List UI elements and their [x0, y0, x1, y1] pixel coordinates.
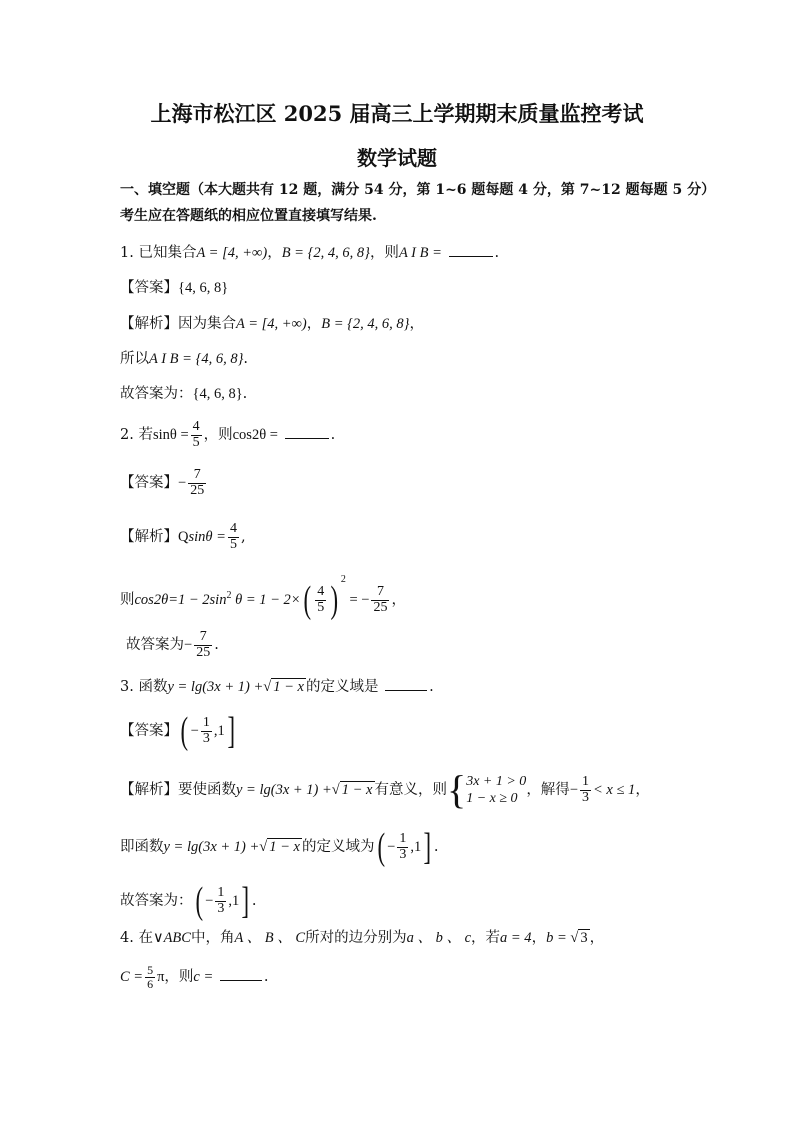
q2-then-expr-c: = − [345, 592, 370, 608]
q3-ana-text-d: ， [635, 782, 650, 798]
q4-b-radicand: 3 [580, 930, 588, 946]
q3-ana-radicand: 1 − x [341, 782, 373, 798]
q1-final-text: 故答案为： [120, 386, 193, 402]
q2-final-den: 25 [196, 644, 211, 660]
q3-ji-end: . [433, 839, 439, 855]
q1-final [120, 386, 247, 403]
q2-final-text: 故答案为 [126, 637, 184, 654]
q2-frac-num: 4 [192, 419, 200, 434]
analysis-label: 【解析】 [120, 782, 178, 798]
q1-answer [120, 280, 228, 297]
q3-system [447, 767, 527, 812]
exam-subtitle: 数学试题 [357, 146, 437, 170]
q2-then-expr-b: θ = 1 − 2× [231, 592, 301, 608]
q3-ans-frac [201, 716, 212, 746]
q2-right-paren: ) [330, 579, 339, 621]
q2-sup2: 2 [226, 590, 232, 602]
q1-so-text: 所以 [120, 351, 149, 367]
q4-c-num: 5 [147, 963, 154, 977]
q3-brace: { [447, 767, 467, 812]
q3-text-a: 函数 [138, 679, 168, 695]
q3-ji-frac [397, 832, 408, 862]
q1-setB: B = {2, 4, 6, 8} [281, 245, 370, 261]
q3-ji [120, 828, 438, 866]
q1-final-expr: {4, 6, 8} [192, 386, 243, 402]
q1-text-b: ，则 [369, 245, 399, 261]
q1-comma: ， [267, 245, 282, 261]
q4-c-frac [145, 964, 155, 990]
q2-then-den2: 25 [373, 599, 388, 615]
q3-system-rows [466, 773, 526, 808]
q3-stem: 3. 函数y = lg(3x + 1) +√ 1 − x 的定义域是 . [120, 679, 434, 695]
q3-ji-minus: − [387, 839, 396, 855]
q3-sys2: 1 − x ≥ 0 [466, 791, 518, 806]
q2-then-frac [315, 585, 326, 615]
q3-final-num: 1 [217, 884, 225, 900]
q1-analysis-comma: ， [306, 316, 322, 332]
q2-frac [191, 420, 202, 450]
q3-ji-func: y = lg(3x + 1) + [163, 839, 260, 855]
q3-ana-minus: − [569, 782, 578, 798]
q2-ana-den: 5 [229, 536, 237, 552]
q2-then-num: 4 [317, 583, 325, 599]
q3-ineq: < x ≤ 1 [593, 782, 636, 798]
q4-sqrt: √ 3 [570, 930, 588, 946]
q4-answer-blank [220, 968, 262, 981]
q1-analysis-end: ， [409, 316, 424, 332]
q2-cos: cos2θ = [232, 427, 278, 444]
q2-ana-frac [228, 522, 239, 552]
q4-stem-2 [120, 964, 269, 990]
q2-left-paren: ( [303, 579, 311, 621]
q4-text-a: 在 [138, 930, 153, 946]
answer-label: 【答案】 [120, 723, 178, 739]
q3-ji-text: 即函数 [120, 839, 164, 855]
q1-setA: A = [4, +∞) [196, 245, 268, 261]
q3-final-den: 3 [217, 900, 225, 916]
q1-number: 1. [120, 245, 134, 261]
q4-text-e: ， [531, 930, 547, 946]
q3-ji-radicand: 1 − x [269, 839, 300, 855]
q4-c-den: 6 [147, 976, 154, 991]
q3-ana-text-c: ，解得 [526, 782, 570, 798]
q4-c-pre: C = [120, 969, 144, 986]
q3-final-left-paren: ( [195, 880, 203, 922]
q1-analysis-setB: B = {2, 4, 6, 8} [321, 316, 410, 332]
q2-frac-den: 5 [192, 434, 200, 450]
q4-text-c: 所对的边分别为 [305, 930, 407, 946]
q1-intersect: A I B = [398, 245, 442, 261]
q2-stem: 2. 若sinθ = $\frac{4}{5}$ ，则cos2θ = . [120, 419, 336, 450]
q4-angles: A 、 B 、 C [234, 930, 306, 946]
q1-analysis [120, 316, 424, 333]
q4-text-g: ，则 [164, 969, 194, 986]
q2-then-num2: 7 [376, 583, 384, 599]
q2-ans-minus: − [178, 475, 187, 492]
q4-pi: π [157, 969, 165, 986]
q2-sin: sinθ = [152, 427, 189, 444]
q3-ans-minus: − [190, 723, 199, 739]
q4-text-d: ，若 [471, 930, 501, 946]
q3-final-end: . [251, 893, 257, 909]
q4-end: . [263, 969, 269, 986]
q3-ji-right-bracket: ] [423, 826, 432, 868]
q3-ji-num: 1 [399, 830, 407, 846]
q4-c-ask: c = [193, 969, 214, 986]
q3-ji-left-paren: ( [377, 826, 385, 868]
q3-sqrt: √ 1 − x [263, 679, 304, 695]
answer-label: 【答案】 [120, 475, 178, 492]
q3-ji-den: 3 [399, 846, 407, 862]
q2-final-end: . [214, 637, 219, 654]
q1-final-end: . [242, 386, 248, 402]
q2-text-b: ，则 [203, 427, 233, 444]
q4-stem [120, 930, 604, 947]
q3-ana-text-b: 有意义，则 [374, 782, 447, 798]
q3-func: y = lg(3x + 1) + [167, 679, 264, 695]
q2-answer-blank [285, 426, 329, 439]
q3-ans-right-bracket: ] [227, 710, 235, 752]
q4-b-val: b = [546, 930, 571, 946]
q3-ans-one: ,1 [213, 723, 225, 739]
q3-final [120, 882, 256, 920]
q3-ana-text-a: 要使函数 [178, 782, 236, 798]
q1-answer-value: {4, 6, 8} [178, 280, 229, 296]
q3-ana-frac [580, 775, 591, 805]
q3-ana-sqrt: √ 1 − x [331, 782, 373, 798]
q2-final-minus: − [184, 637, 193, 654]
q3-answer-blank [385, 678, 427, 691]
q3-ana-func: y = lg(3x + 1) + [236, 782, 332, 798]
section-heading: 一、填空题（本大题共有 12 题，满分 54 分，第 1~6 题每题 4 分，第 7~12 题每题 5 分） [120, 182, 716, 198]
q1-so [120, 351, 248, 368]
q3-ana-num: 1 [582, 773, 589, 789]
q3-final-frac [215, 886, 226, 916]
q2-then-den: 5 [317, 599, 325, 615]
q2-ana-q: Q [178, 529, 189, 546]
q1-answer-blank [449, 244, 493, 257]
q4-sides: a 、 b 、 c [406, 930, 472, 946]
q2-number: 2. [120, 427, 134, 444]
analysis-label: 【解析】 [120, 529, 178, 546]
q1-text-a: 已知集合 [138, 245, 197, 261]
answer-label: 【答案】 [120, 280, 178, 296]
q3-sys1: 3x + 1 > 0 [466, 773, 527, 789]
q2-analysis [120, 522, 246, 552]
q2-ana-num: 4 [229, 521, 237, 536]
section-instruction: 考生应在答题纸的相应位置直接填写结果. [120, 208, 377, 224]
q2-sup2-outer: 2 [340, 574, 346, 585]
q3-final-text: 故答案为： [120, 893, 193, 909]
q3-ji-one: ,1 [410, 839, 422, 855]
q2-final-num: 7 [199, 629, 207, 644]
q3-ana-den: 3 [582, 789, 589, 805]
q2-then-frac2 [371, 585, 389, 615]
q2-text-a: 若 [138, 427, 153, 444]
q2-ans-frac [188, 468, 206, 498]
q2-then [120, 574, 406, 619]
q4-a-val: a = 4 [500, 930, 532, 946]
q3-final-minus: − [205, 893, 214, 909]
q2-final-frac [194, 630, 212, 660]
q1-analysis-setA: A = [4, +∞) [236, 316, 307, 332]
q2-then-text: 则 [120, 592, 135, 608]
q1-analysis-text: 因为集合 [178, 316, 236, 332]
q3-radicand: 1 − x [273, 679, 304, 695]
q4-number: 4. [120, 930, 134, 946]
q3-ans-left-paren: ( [180, 710, 189, 752]
q3-answer [120, 712, 237, 750]
q2-then-end: ， [391, 592, 406, 608]
q1-so-end: . [243, 351, 249, 367]
q3-final-right-bracket: ] [241, 880, 250, 922]
q3-ji-sqrt: √ 1 − x [259, 839, 300, 855]
q1-stem: 1. 已知集合A = [4, +∞)，B = {2, 4, 6, 8}，则A I B = . [120, 245, 500, 261]
exam-title: 上海市松江区 2025 届高三上学期期末质量监控考试 [150, 101, 644, 126]
q3-analysis [120, 767, 650, 812]
q2-ans-num: 7 [193, 467, 201, 482]
q2-ana-end: , [240, 529, 246, 546]
q2-ana-sin: sinθ = [188, 529, 226, 546]
q4-triangle: ∨ABC [152, 930, 191, 946]
q2-ans-den: 25 [190, 482, 205, 498]
q3-ans-num: 1 [202, 714, 210, 730]
q4-text-b: 中，角 [190, 930, 235, 946]
q3-number: 3. [120, 679, 134, 695]
q3-final-one: ,1 [228, 893, 240, 909]
q3-text-b: 的定义域是 [305, 679, 379, 695]
analysis-label: 【解析】 [120, 316, 178, 332]
q3-ji-text-b: 的定义域为 [302, 839, 375, 855]
q1-so-expr: A I B = {4, 6, 8} [149, 351, 244, 367]
q2-final [126, 630, 219, 660]
q4-text-f: ， [589, 930, 605, 946]
q3-ans-den: 3 [202, 730, 210, 746]
q2-then-expr-a: cos2θ=1 − 2sin [134, 592, 227, 608]
q2-answer [120, 468, 208, 498]
